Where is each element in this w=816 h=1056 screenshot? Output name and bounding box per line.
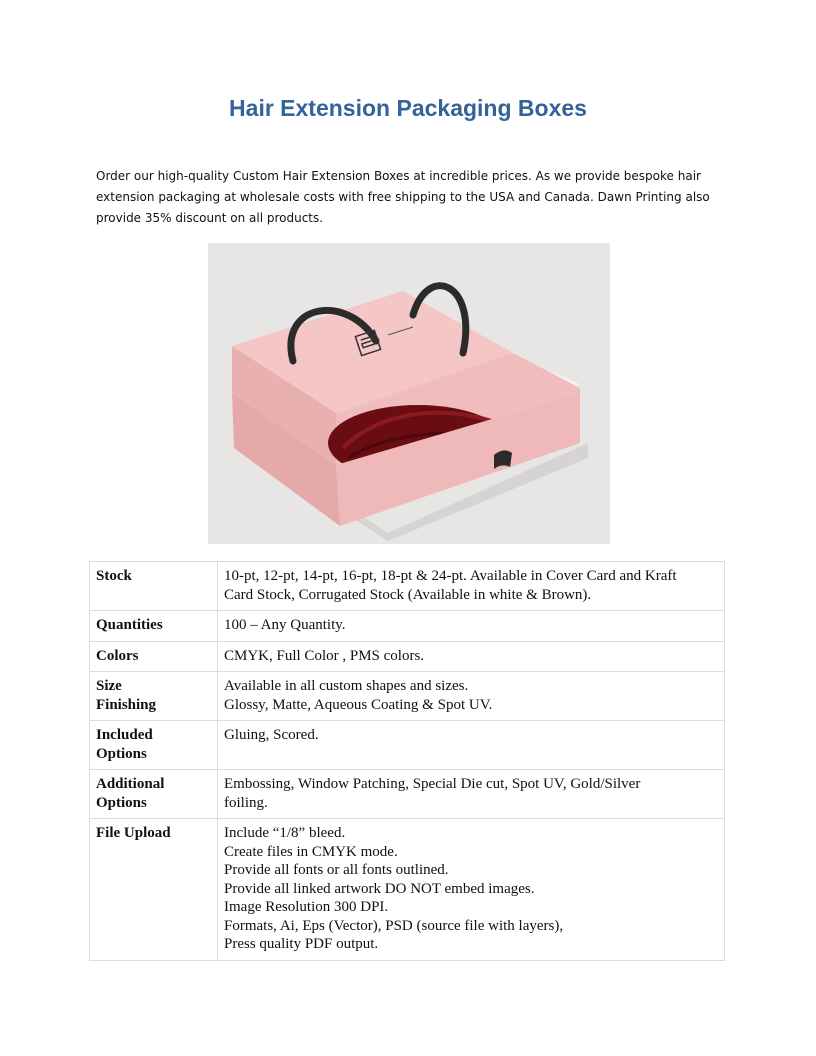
spec-value-line: 100 – Any Quantity. [224,617,346,633]
specifications-table [89,561,725,961]
spec-label: Size Finishing [90,672,218,721]
page-title: Hair Extension Packaging Boxes [229,95,587,121]
spec-row-file-upload [90,819,725,961]
spec-row-colors [90,641,725,672]
spec-value-line: Include “1/8” bleed. [224,825,346,841]
spec-label: Stock [90,562,218,611]
spec-label: Quantities [90,611,218,642]
spec-row-stock [90,562,725,611]
spec-row-included-options [90,721,725,770]
spec-row-additional-options [90,770,725,819]
spec-value-line: Available in all custom shapes and sizes. [224,678,469,694]
spec-value-line: Embossing, Window Patching, Special Die cut, Spot UV, Gold/Silver [224,776,641,792]
spec-value-line: foiling. [224,794,268,811]
spec-value [218,819,725,961]
spec-label: Additional Options [90,770,218,819]
spec-value [218,611,725,642]
spec-value-line: Gluing, Scored. [224,727,319,743]
spec-row-quantities [90,611,725,642]
spec-value-line: Press quality PDF output. [224,936,379,952]
product-photo [208,243,610,544]
spec-value-line: CMYK, Full Color , PMS colors. [224,647,425,664]
spec-value-line: Formats, Ai, Eps (Vector), PSD (source file with layers), [224,917,564,934]
spec-value-line: Provide all linked artwork DO NOT embed images. [224,880,535,897]
spec-value-line: Create files in CMYK mode. [224,843,398,860]
spec-label: Colors [90,641,218,672]
spec-value [218,641,725,672]
spec-value [218,770,725,819]
spec-value-line: 10-pt, 12-pt, 14-pt, 16-pt, 18-pt & 24-pt. Available in Cover Card and Kraft [224,568,677,584]
intro-paragraph: Order our high-quality Custom Hair Extension Boxes at incredible prices. As we provide bespoke hair extension packaging at wholesale costs with free shipping to the USA and Canada. Dawn Printing also provide 35% discount on all products. [96,169,710,225]
spec-value [218,721,725,770]
spec-value-line: Image Resolution 300 DPI. [224,899,389,915]
spec-value-line: Provide all fonts or all fonts outlined. [224,862,449,878]
spec-value-line: Card Stock, Corrugated Stock (Available in white & Brown). [224,586,592,603]
spec-row-size-finishing [90,672,725,721]
hair-extension-box-illustration [208,243,610,544]
spec-value [218,672,725,721]
spec-value [218,562,725,611]
spec-label: Included Options [90,721,218,770]
spec-label: File Upload [90,819,218,961]
spec-value-line: Glossy, Matte, Aqueous Coating & Spot UV. [224,696,493,713]
